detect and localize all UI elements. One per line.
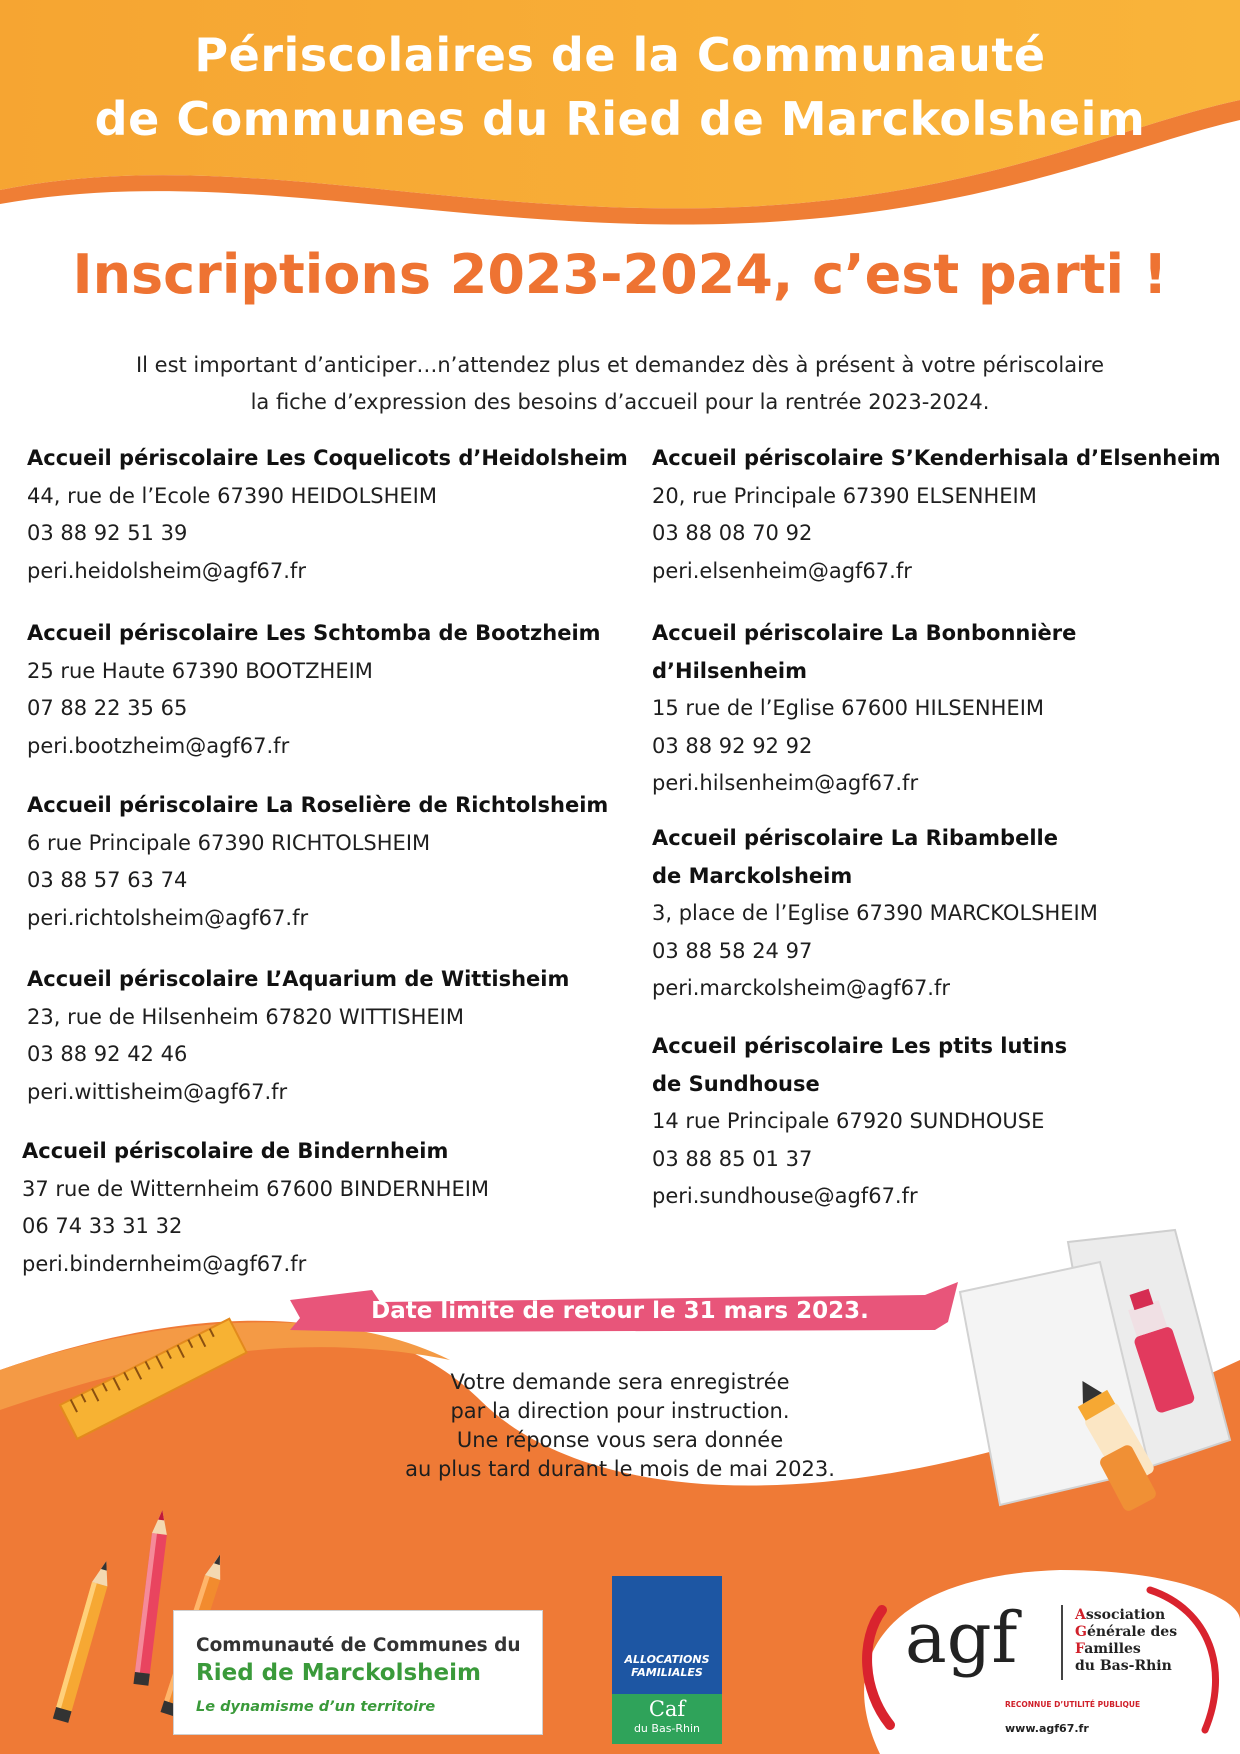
subtitle: Inscriptions 2023-2024, c’est parti !: [72, 243, 1168, 306]
entry-phone: 03 88 92 92 92: [652, 733, 813, 758]
entry-address: 37 rue de Witternheim 67600 BINDERNHEIM: [22, 1176, 490, 1201]
entry-phone: 03 88 85 01 37: [652, 1146, 813, 1171]
response-line-2: par la direction pour instruction.: [450, 1399, 790, 1423]
caf-name: Caf: [648, 1697, 686, 1721]
agf-initial-f: F: [1075, 1641, 1085, 1657]
caf-logo: [612, 1576, 722, 1744]
entry-email[interactable]: peri.richtolsheim@agf67.fr: [27, 905, 309, 930]
agf-assoc-line-4: du Bas-Rhin: [1075, 1658, 1172, 1674]
deadline-text: Date limite de retour le 31 mars 2023.: [371, 1298, 869, 1324]
agf-assoc-line-2: énérale des: [1086, 1624, 1178, 1640]
entry-marckolsheim: [652, 820, 1098, 1008]
entry-name: Accueil périscolaire S’Kenderhisala d’Elsenheim: [652, 446, 1221, 470]
page-title-line-1: Périscolaires de la Communauté: [194, 28, 1046, 82]
cc-logo-line-2: Ried de Marckolsheim: [196, 1660, 481, 1686]
intro-line-1: Il est important d’anticiper…n’attendez plus et demandez dès à présent à votre périscolaire: [135, 353, 1105, 377]
entry-bootzheim: [27, 615, 601, 765]
entry-email[interactable]: peri.bootzheim@agf67.fr: [27, 733, 290, 758]
caf-logo-top: [612, 1576, 722, 1694]
entry-address: 14 rue Principale 67920 SUNDHOUSE: [652, 1109, 1045, 1133]
entry-email[interactable]: peri.elsenheim@agf67.fr: [652, 558, 912, 583]
entry-address: 3, place de l’Eglise 67390 MARCKOLSHEIM: [652, 901, 1098, 925]
entry-elsenheim: [652, 440, 1221, 590]
agf-association-name: [1075, 1607, 1177, 1675]
entry-name-continued: d’Hilsenheim: [652, 658, 807, 683]
entry-email[interactable]: peri.hilsenheim@agf67.fr: [652, 771, 919, 795]
agf-website-link[interactable]: www.agf67.fr: [1005, 1722, 1089, 1735]
entry-phone: 03 88 92 42 46: [27, 1042, 188, 1066]
entry-phone: 03 88 92 51 39: [27, 521, 188, 545]
cc-logo-tagline: Le dynamisme d’un territoire: [196, 1699, 436, 1715]
entry-phone: 03 88 57 63 74: [27, 868, 188, 892]
entry-name: Accueil périscolaire La Ribambelle: [652, 826, 1058, 850]
agf-assoc-line-1: ssociation: [1085, 1607, 1166, 1623]
entry-phone: 03 88 08 70 92: [652, 521, 813, 545]
entry-name: Accueil périscolaire L’Aquarium de Wittisheim: [27, 967, 570, 991]
entry-address: 25 rue Haute 67390 BOOTZHEIM: [27, 658, 373, 683]
entry-wittisheim: [27, 961, 569, 1111]
entry-email[interactable]: peri.marckolsheim@agf67.fr: [652, 976, 951, 1000]
entry-richtolsheim: [27, 787, 608, 937]
entry-address: 6 rue Principale 67390 RICHTOLSHEIM: [27, 830, 431, 855]
entry-name-continued: de Marckolsheim: [652, 863, 853, 888]
agf-initial-a: A: [1075, 1607, 1086, 1623]
entry-name: Accueil périscolaire Les ptits lutins: [652, 1034, 1068, 1058]
response-line-1: Votre demande sera enregistrée: [450, 1370, 790, 1394]
agf-tagline: RECONNUE D’UTILITÉ PUBLIQUE: [1005, 1700, 1141, 1709]
agf-initial-g: G: [1075, 1624, 1087, 1640]
entry-name: Accueil périscolaire La Bonbonnière: [652, 621, 1077, 645]
entry-name: Accueil périscolaire Les Coquelicots d’Heidolsheim: [27, 446, 628, 470]
response-line-4: au plus tard durant le mois de mai 2023.: [405, 1457, 835, 1481]
entry-phone: 03 88 58 24 97: [652, 938, 813, 963]
entry-address: 44, rue de l’Ecole 67390 HEIDOLSHEIM: [27, 483, 437, 508]
agf-logo-word: agf: [905, 1597, 1018, 1679]
entry-address: 15 rue de l’Eglise 67600 HILSENHEIM: [652, 696, 1045, 720]
entry-name: Accueil périscolaire La Roselière de Richtolsheim: [27, 793, 609, 817]
caf-region: du Bas-Rhin: [633, 1722, 701, 1735]
entry-hilsenheim: [652, 615, 1076, 803]
entry-phone: 06 74 33 31 32: [22, 1214, 183, 1238]
entry-sundhouse: [652, 1028, 1067, 1216]
entry-name: Accueil périscolaire Les Schtomba de Bootzheim: [27, 621, 601, 645]
entry-email[interactable]: peri.sundhouse@agf67.fr: [652, 1184, 918, 1208]
entry-address: 20, rue Principale 67390 ELSENHEIM: [652, 483, 1037, 508]
cc-logo-line-1: Communauté de Communes du: [196, 1635, 521, 1656]
entry-email[interactable]: peri.wittisheim@agf67.fr: [27, 1079, 288, 1104]
entry-name: Accueil périscolaire de Bindernheim: [22, 1139, 449, 1163]
entry-bindernheim: [22, 1133, 489, 1283]
agf-assoc-line-3: amilles: [1084, 1641, 1141, 1657]
entry-name-continued: de Sundhouse: [652, 1071, 820, 1096]
caf-logo-bottom: [612, 1694, 722, 1744]
entry-heidolsheim: [27, 440, 628, 590]
response-line-3: Une réponse vous sera donnée: [456, 1428, 784, 1452]
caf-allocations: ALLOCATIONS: [624, 1653, 710, 1666]
entry-phone: 07 88 22 35 65: [27, 696, 188, 720]
entry-email[interactable]: peri.heidolsheim@agf67.fr: [27, 558, 306, 583]
communaute-communes-logo: [173, 1610, 543, 1735]
caf-familiales: FAMILIALES: [631, 1666, 703, 1679]
page-title-line-2: de Communes du Ried de Marckolsheim: [94, 92, 1146, 146]
entry-address: 23, rue de Hilsenheim 67820 WITTISHEIM: [27, 1004, 464, 1029]
intro-line-2: la fiche d’expression des besoins d’accueil pour la rentrée 2023-2024.: [250, 390, 990, 414]
entry-email[interactable]: peri.bindernheim@agf67.fr: [22, 1251, 307, 1276]
